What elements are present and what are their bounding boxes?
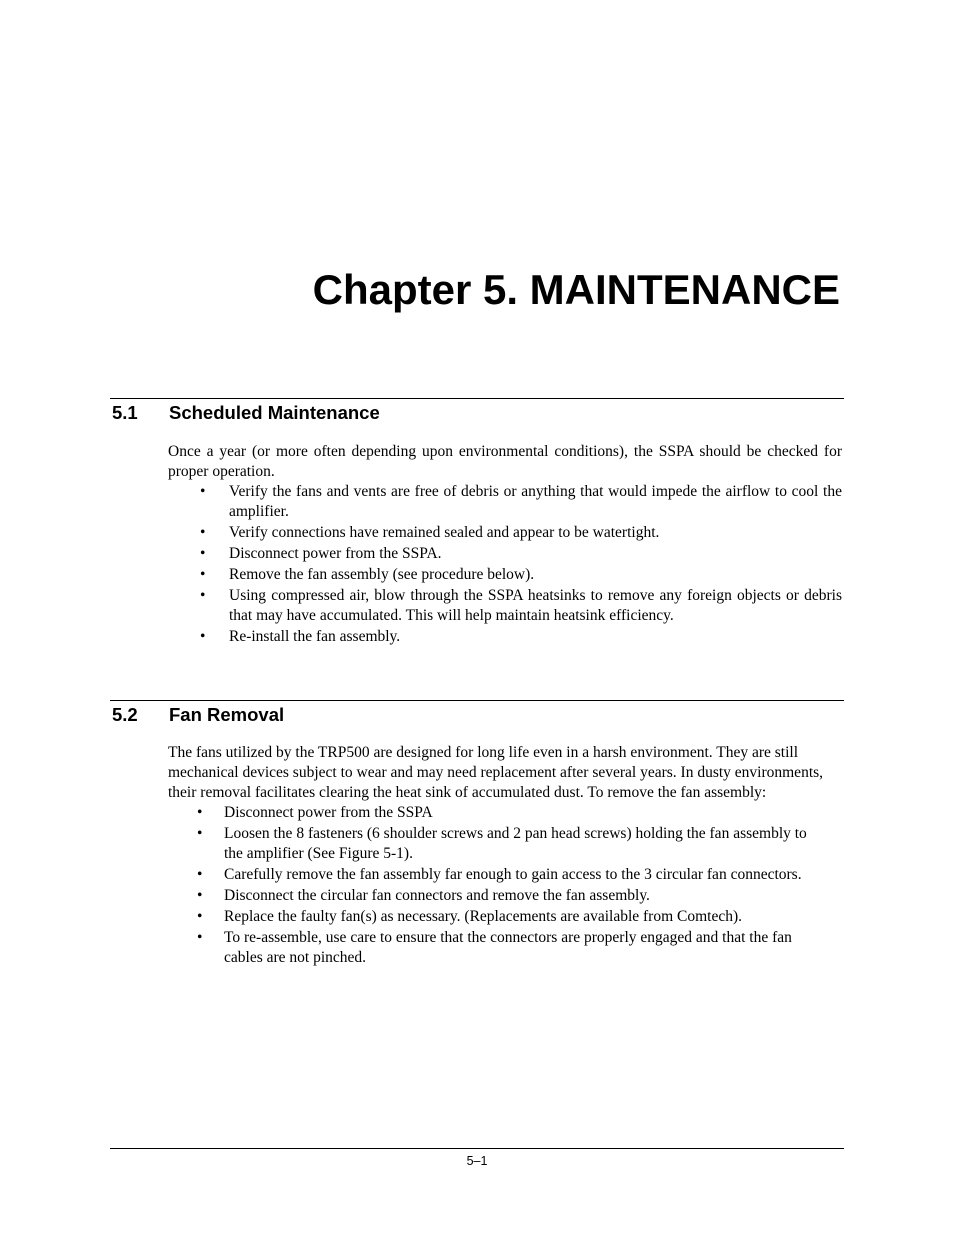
list-item-text: Disconnect power from the SSPA	[224, 804, 433, 821]
section-intro: The fans utilized by the TRP500 are designed for long life even in a harsh environment. They are still mechanical devices subject to wear and may need replacement after several years. In dusty environments, their removal facilitates clearing the heat sink of accumulated dust. To remove the fan assembly:	[168, 744, 824, 801]
list-item	[168, 565, 842, 585]
section-intro: Once a year (or more often depending upon environmental conditions), the SSPA should be checked for proper operation.	[168, 443, 842, 480]
bullet-icon: •	[197, 887, 203, 904]
list-item-text: Disconnect the circular fan connectors and remove the fan assembly.	[224, 887, 650, 904]
list-item	[168, 544, 842, 564]
section-divider	[110, 398, 844, 399]
list-item-text: Disconnect power from the SSPA.	[229, 545, 442, 562]
bullet-icon: •	[197, 908, 203, 925]
list-item	[168, 928, 842, 968]
bullet-icon: •	[200, 483, 206, 500]
bullet-icon: •	[200, 545, 206, 562]
list-item-text: Verify the fans and vents are free of debris or anything that would impede the airflow to cool the amplifier.	[229, 483, 842, 520]
list-item	[168, 482, 842, 522]
section-title: Fan Removal	[169, 704, 285, 725]
list-item	[168, 824, 842, 864]
list-item-text: To re-assemble, use care to ensure that the connectors are properly engaged and that the fan cables are not pinched.	[224, 929, 792, 966]
bullet-icon: •	[200, 524, 206, 541]
section-divider	[110, 700, 844, 701]
list-item-text: Loosen the 8 fasteners (6 shoulder screws and 2 pan head screws) holding the fan assembly to the amplifier (See Figure 5-1).	[224, 825, 807, 862]
section-number: 5.2	[112, 704, 138, 725]
list-item-text: Carefully remove the fan assembly far enough to gain access to the 3 circular fan connectors.	[224, 866, 802, 883]
section-body-fan-removal	[168, 743, 842, 969]
section-body-scheduled-maintenance	[168, 442, 842, 648]
list-item	[168, 523, 842, 543]
list-item	[168, 886, 842, 906]
list-item	[168, 865, 842, 885]
list-item-text: Using compressed air, blow through the SSPA heatsinks to remove any foreign objects or debris that may have accumulated. This will help maintain heatsink efficiency.	[229, 587, 842, 624]
page-number: 5–1	[466, 1154, 488, 1168]
list-item	[168, 907, 842, 927]
bullet-icon: •	[197, 804, 203, 821]
list-item	[168, 803, 842, 823]
chapter-title: Chapter 5. MAINTENANCE	[312, 266, 840, 313]
list-item-text: Re-install the fan assembly.	[229, 628, 401, 645]
list-item-text: Replace the faulty fan(s) as necessary. (Replacements are available from Comtech).	[224, 908, 743, 925]
bullet-icon: •	[200, 628, 206, 645]
bullet-icon: •	[197, 929, 203, 946]
fan-removal-steps	[168, 803, 842, 968]
maintenance-checklist	[168, 482, 842, 647]
bullet-icon: •	[200, 587, 206, 604]
list-item	[168, 586, 842, 626]
list-item-text: Remove the fan assembly (see procedure below).	[229, 566, 535, 583]
section-title: Scheduled Maintenance	[169, 402, 380, 423]
bullet-icon: •	[197, 866, 203, 883]
list-item	[168, 627, 842, 647]
list-item-text: Verify connections have remained sealed and appear to be watertight.	[229, 524, 660, 541]
bullet-icon: •	[200, 566, 206, 583]
section-number: 5.1	[112, 402, 138, 423]
section-heading-fan-removal	[112, 703, 284, 727]
footer-divider	[110, 1148, 844, 1149]
bullet-icon: •	[197, 825, 203, 842]
section-heading-scheduled-maintenance	[112, 401, 380, 425]
